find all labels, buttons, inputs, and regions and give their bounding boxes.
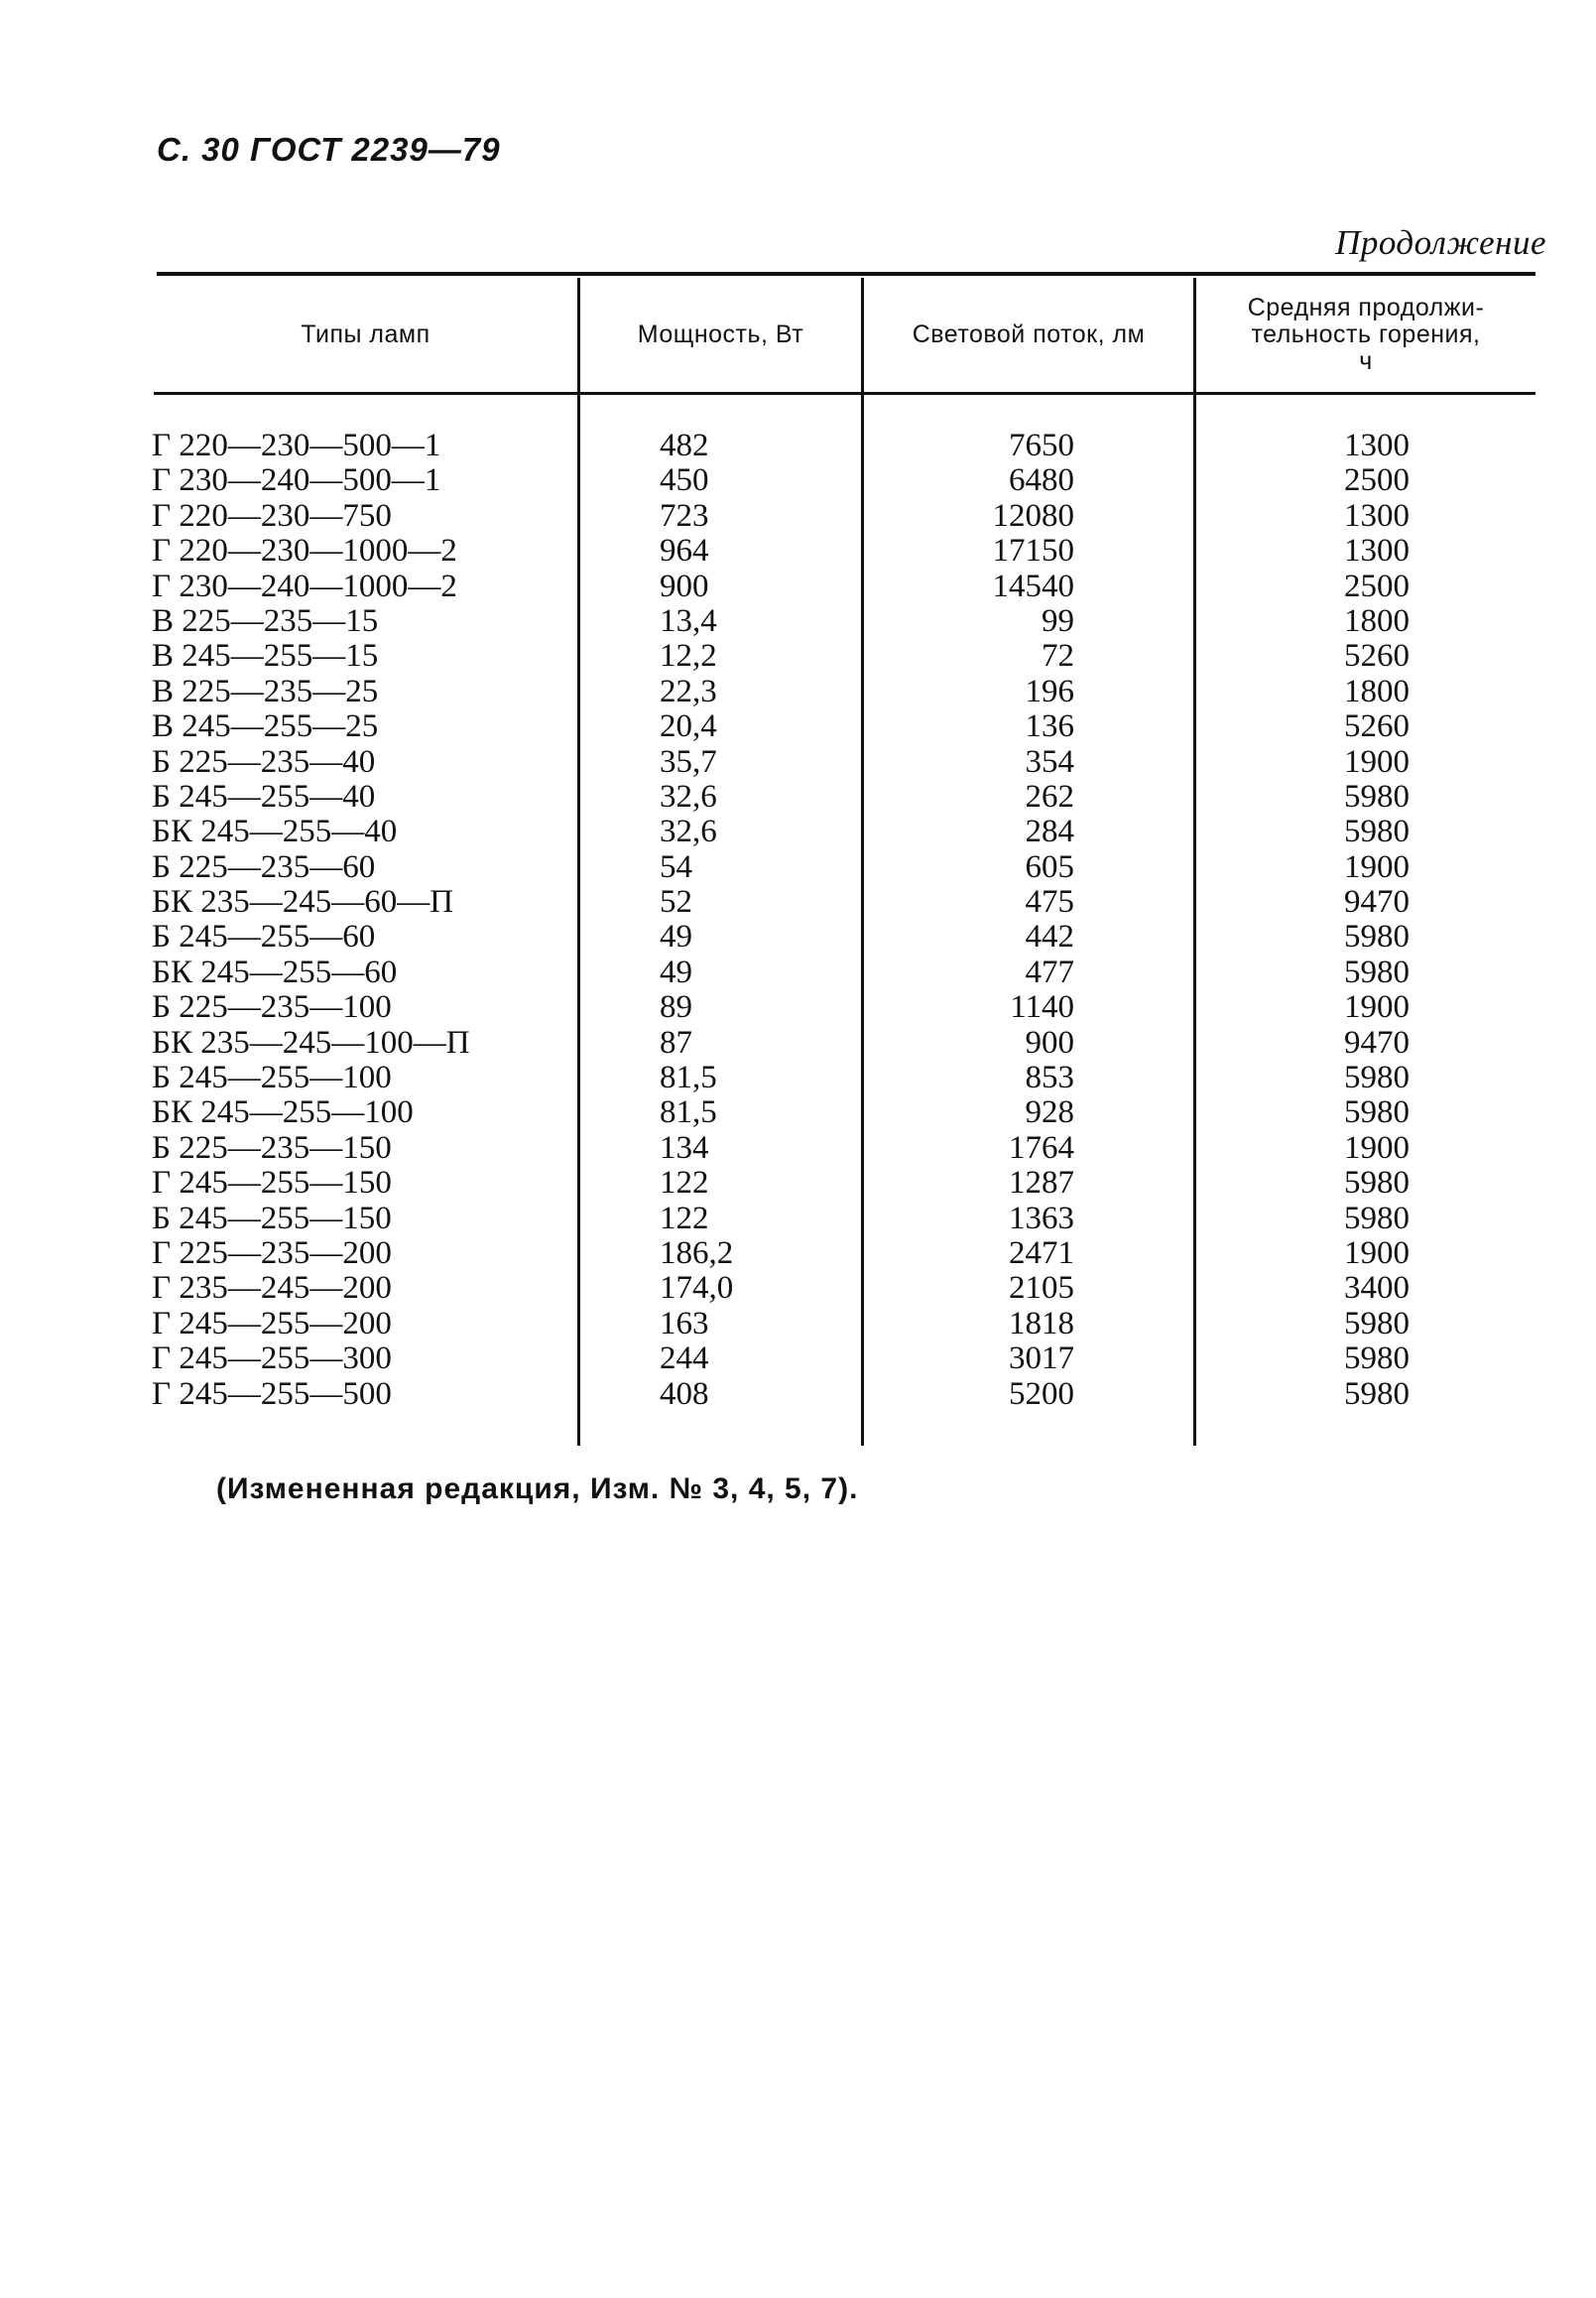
cell-power: 723 (660, 497, 709, 534)
cell-lamp-type: Б 245—255—40 (152, 778, 376, 815)
cell-lamp-type: Г 245—255—300 (152, 1340, 392, 1377)
cell-power: 32,6 (660, 778, 717, 815)
cell-luminous-flux: 7650 (1009, 428, 1074, 463)
table-row (0, 1307, 1596, 1341)
cell-lamp-type: Б 225—235—100 (152, 989, 392, 1026)
table-row (0, 885, 1596, 920)
cell-luminous-flux: 1818 (1009, 1305, 1074, 1341)
cell-luminous-flux: 196 (1025, 673, 1074, 709)
cell-lamp-type: Г 220—230—1000—2 (152, 533, 457, 570)
cell-lamp-type: БК 235—245—100—П (152, 1024, 470, 1061)
cell-luminous-flux: 14540 (992, 568, 1074, 604)
cell-average-life: 2500 (1344, 462, 1410, 499)
cell-luminous-flux: 354 (1025, 743, 1074, 780)
table-row (0, 990, 1596, 1025)
table-row (0, 429, 1596, 463)
table-row (0, 780, 1596, 815)
cell-average-life: 5980 (1344, 919, 1410, 956)
cell-average-life: 5260 (1344, 638, 1410, 675)
cell-power: 52 (660, 884, 692, 921)
cell-average-life: 5980 (1344, 954, 1410, 990)
cell-luminous-flux: 17150 (992, 533, 1074, 570)
cell-power: 32,6 (660, 814, 717, 850)
cell-lamp-type: Г 245—255—500 (152, 1375, 392, 1412)
table-row (0, 534, 1596, 569)
table-row (0, 1236, 1596, 1271)
cell-average-life: 1800 (1344, 673, 1410, 709)
cell-lamp-type: В 225—235—15 (152, 602, 379, 639)
cell-lamp-type: Г 245—255—150 (152, 1165, 392, 1202)
cell-luminous-flux: 136 (1025, 708, 1074, 745)
cell-average-life: 5980 (1344, 1375, 1410, 1412)
table-header-rule (154, 392, 1535, 395)
cell-power: 87 (660, 1024, 692, 1061)
cell-power: 49 (660, 954, 692, 990)
table-row (0, 745, 1596, 780)
cell-luminous-flux: 1764 (1009, 1129, 1074, 1166)
cell-average-life: 1900 (1344, 1129, 1410, 1166)
table-row (0, 463, 1596, 498)
cell-power: 49 (660, 919, 692, 956)
column-header-average-life (1196, 278, 1535, 392)
cell-luminous-flux: 6480 (1009, 462, 1074, 499)
cell-average-life: 9470 (1344, 884, 1410, 921)
continuation-label: Продолжение (1335, 223, 1546, 262)
table-row (0, 1061, 1596, 1095)
cell-lamp-type: БК 245—255—100 (152, 1094, 414, 1131)
table-row (0, 1095, 1596, 1130)
cell-average-life: 9470 (1344, 1024, 1410, 1061)
cell-luminous-flux: 3017 (1009, 1340, 1074, 1377)
cell-luminous-flux: 605 (1025, 848, 1074, 885)
cell-lamp-type: Б 245—255—150 (152, 1200, 392, 1236)
cell-power: 244 (660, 1340, 709, 1377)
cell-power: 12,2 (660, 638, 717, 675)
table-row (0, 956, 1596, 990)
cell-luminous-flux: 284 (1025, 814, 1074, 850)
column-header-power (580, 278, 861, 392)
cell-power: 174,0 (660, 1270, 734, 1307)
cell-luminous-flux: 5200 (1009, 1375, 1074, 1412)
cell-luminous-flux: 99 (1042, 602, 1074, 639)
cell-lamp-type: Б 225—235—150 (152, 1129, 392, 1166)
column-header-text: Световой поток, лм (912, 320, 1146, 348)
cell-average-life: 1900 (1344, 989, 1410, 1026)
table-row (0, 1026, 1596, 1061)
cell-lamp-type: Г 245—255—200 (152, 1305, 392, 1341)
cell-luminous-flux: 1140 (1010, 989, 1074, 1026)
cell-power: 13,4 (660, 602, 717, 639)
cell-power: 408 (660, 1375, 709, 1412)
column-header-text: Мощность, Вт (637, 320, 804, 348)
table-row (0, 815, 1596, 849)
cell-power: 482 (660, 428, 709, 463)
cell-power: 122 (660, 1165, 709, 1202)
cell-luminous-flux: 262 (1025, 778, 1074, 815)
cell-luminous-flux: 853 (1025, 1060, 1074, 1096)
cell-lamp-type: Б 225—235—60 (152, 848, 376, 885)
cell-power: 22,3 (660, 673, 717, 709)
cell-lamp-type: Б 225—235—40 (152, 743, 376, 780)
cell-lamp-type: В 225—235—25 (152, 673, 379, 709)
cell-luminous-flux: 1363 (1009, 1200, 1074, 1236)
cell-average-life: 5980 (1344, 778, 1410, 815)
cell-average-life: 5980 (1344, 1340, 1410, 1377)
cell-power: 450 (660, 462, 709, 499)
table-row (0, 709, 1596, 744)
cell-average-life: 5980 (1344, 1200, 1410, 1236)
cell-power: 134 (660, 1129, 709, 1166)
column-header-luminous-flux (864, 278, 1193, 392)
cell-average-life: 5980 (1344, 1060, 1410, 1096)
table-row (0, 1271, 1596, 1306)
table-row (0, 920, 1596, 955)
table-row (0, 639, 1596, 674)
cell-average-life: 1300 (1344, 497, 1410, 534)
cell-lamp-type: БК 245—255—40 (152, 814, 398, 850)
cell-lamp-type: В 245—255—25 (152, 708, 379, 745)
table-row (0, 1202, 1596, 1236)
table-row (0, 499, 1596, 534)
table-row (0, 1131, 1596, 1166)
cell-average-life: 1800 (1344, 602, 1410, 639)
cell-power: 20,4 (660, 708, 717, 745)
table-row (0, 1341, 1596, 1376)
cell-luminous-flux: 2471 (1009, 1234, 1074, 1271)
cell-average-life: 1900 (1344, 743, 1410, 780)
table-row (0, 1166, 1596, 1201)
column-header-text: Средняя продолжи- тельность горения, ч (1247, 294, 1485, 375)
cell-power: 54 (660, 848, 692, 885)
cell-luminous-flux: 1287 (1009, 1165, 1074, 1202)
cell-lamp-type: Г 230—240—1000—2 (152, 568, 457, 604)
cell-average-life: 5980 (1344, 1165, 1410, 1202)
cell-power: 964 (660, 533, 709, 570)
cell-average-life: 1900 (1344, 848, 1410, 885)
table-row (0, 850, 1596, 885)
table-row (0, 1377, 1596, 1412)
cell-lamp-type: Г 220—230—750 (152, 497, 392, 534)
cell-lamp-type: БК 245—255—60 (152, 954, 398, 990)
cell-average-life: 5980 (1344, 1305, 1410, 1341)
cell-lamp-type: Г 220—230—500—1 (152, 428, 441, 463)
cell-lamp-type: Г 235—245—200 (152, 1270, 392, 1307)
cell-power: 163 (660, 1305, 709, 1341)
cell-average-life: 5980 (1344, 814, 1410, 850)
cell-luminous-flux: 928 (1025, 1094, 1074, 1131)
table-body (0, 429, 1596, 1412)
cell-lamp-type: Б 245—255—100 (152, 1060, 392, 1096)
cell-luminous-flux: 2105 (1009, 1270, 1074, 1307)
amendment-note: (Измененная редакция, Изм. № 3, 4, 5, 7). (216, 1472, 859, 1505)
cell-power: 35,7 (660, 743, 717, 780)
cell-luminous-flux: 72 (1042, 638, 1074, 675)
cell-average-life: 1300 (1344, 428, 1410, 463)
table-top-rule (157, 272, 1535, 276)
cell-lamp-type: Б 245—255—60 (152, 919, 376, 956)
column-header-lamp-type (154, 278, 577, 392)
cell-lamp-type: Г 225—235—200 (152, 1234, 392, 1271)
cell-average-life: 1900 (1344, 1234, 1410, 1271)
cell-luminous-flux: 477 (1025, 954, 1074, 990)
cell-power: 186,2 (660, 1234, 734, 1271)
cell-luminous-flux: 900 (1025, 1024, 1074, 1061)
cell-luminous-flux: 475 (1025, 884, 1074, 921)
cell-average-life: 2500 (1344, 568, 1410, 604)
cell-power: 89 (660, 989, 692, 1026)
column-header-text: Типы ламп (301, 320, 430, 348)
table-row (0, 604, 1596, 639)
cell-lamp-type: Г 230—240—500—1 (152, 462, 441, 499)
cell-average-life: 5980 (1344, 1094, 1410, 1131)
cell-average-life: 5260 (1344, 708, 1410, 745)
page-header: С. 30 ГОСТ 2239—79 (157, 131, 501, 168)
cell-power: 900 (660, 568, 709, 604)
table-row (0, 570, 1596, 604)
cell-luminous-flux: 442 (1025, 919, 1074, 956)
cell-power: 81,5 (660, 1060, 717, 1096)
cell-power: 81,5 (660, 1094, 717, 1131)
cell-lamp-type: В 245—255—15 (152, 638, 379, 675)
cell-average-life: 1300 (1344, 533, 1410, 570)
cell-lamp-type: БК 235—245—60—П (152, 884, 454, 921)
cell-luminous-flux: 12080 (992, 497, 1074, 534)
cell-power: 122 (660, 1200, 709, 1236)
cell-average-life: 3400 (1344, 1270, 1410, 1307)
table-row (0, 675, 1596, 709)
